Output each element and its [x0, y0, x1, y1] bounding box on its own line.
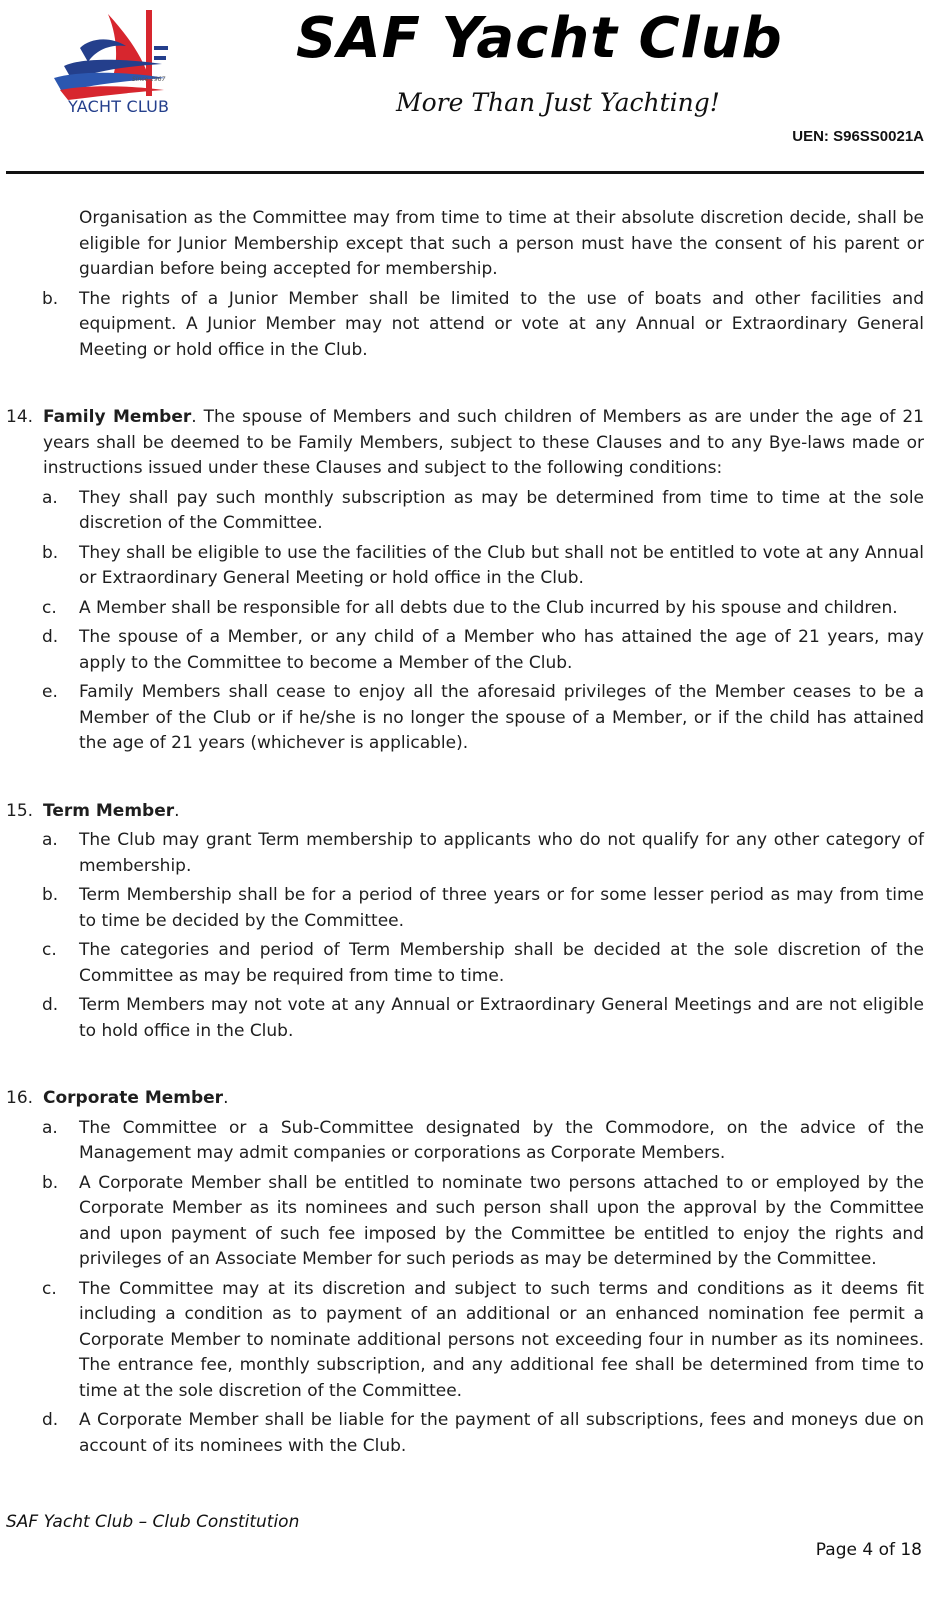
item-text: Term Members may not vote at any Annual or Extraordinary General Meetings and are not eligible to hold office in the Club. — [79, 995, 924, 1041]
item-letter: d. — [42, 627, 59, 647]
list-item — [42, 486, 924, 537]
item-text: The rights of a Junior Member shall be limited to the use of boats and other facilities and equipment. A Junior Member may not attend or vote at any Annual or Extraordinary General Meeting or hold office in the Club. — [79, 288, 924, 360]
list-item — [42, 1171, 924, 1273]
section-title: Term Member — [43, 800, 175, 821]
list-item — [42, 1116, 924, 1167]
logo-text: YACHT CLUB — [68, 97, 170, 116]
item-letter: c. — [42, 1278, 57, 1299]
list-item — [42, 625, 924, 676]
list-item — [42, 680, 924, 757]
list-item — [42, 541, 924, 592]
item-letter: e. — [42, 682, 58, 702]
item-text: A Member shall be responsible for all debts due to the Club incurred by his spouse and children. — [79, 597, 898, 618]
list-item — [42, 596, 924, 622]
section-number: 16. — [6, 1088, 34, 1108]
item-letter: c. — [42, 940, 57, 960]
item-letter: a. — [42, 1117, 58, 1138]
list-item — [42, 828, 924, 879]
item-text: Family Members shall cease to enjoy all the aforesaid privileges of the Member ceases to be a Member of the Club or if he/she is no longer the spouse of a Member, or if the child has attained the age of 21 years (whichever is applicable). — [79, 682, 924, 753]
item-text: The Committee may at its discretion and subject to such terms and conditions as it deems fit including a condition as to payment of an additional or an enhanced nomination fee permit a Corporate Member to nominate additional persons not exceeding four in number as its nominees. The entrance fee, monthly subscription, and any additional fee shall be determined from time to time at the sole discretion of the Committee. — [79, 1278, 924, 1401]
item-letter: d. — [42, 1410, 59, 1430]
item-text: The Committee or a Sub-Committee designated by the Commodore, on the advice of the Management may admit companies or corporations as Corporate Members. — [79, 1117, 924, 1163]
logo-since-text: Since 1967 — [132, 76, 166, 83]
item-text: They shall be eligible to use the facilities of the Club but shall not be entitled to vote at any Annual or Extraordinary General Meeting or hold office in the Club. — [79, 542, 924, 588]
item-text: A Corporate Member shall be liable for the payment of all subscriptions, fees and moneys due on account of its nominees with the Club. — [79, 1410, 924, 1456]
item-letter: b. — [42, 1172, 59, 1193]
item-text: Term Membership shall be for a period of three years or for some lesser period as may from time to time be decided by the Committee. — [79, 885, 924, 931]
header-divider — [6, 171, 924, 174]
section-15 — [6, 799, 924, 825]
section-number: 15. — [6, 800, 34, 821]
page-header — [0, 0, 952, 180]
uen-number: UEN: S96SS0021A — [792, 128, 924, 145]
footer-doc-title: SAF Yacht Club – Club Constitution — [6, 1512, 300, 1532]
item-text: The categories and period of Term Membership shall be decided at the sole discretion of the Committee as may be required from time to time. — [79, 940, 924, 986]
section-title: Corporate Member — [43, 1088, 224, 1108]
section-14 — [6, 405, 924, 482]
section-text: . The spouse of Members and such children of Members as are under the age of 21 years shall be deemed to be Family Members, subject to these Clauses and to any Bye-laws made or instructions issued under these Clauses and subject to the following conditions: — [43, 407, 924, 478]
list-item — [42, 883, 924, 934]
item-letter: a. — [42, 487, 58, 508]
list-item — [42, 938, 924, 989]
item-letter: b. — [42, 542, 59, 563]
list-item — [42, 1277, 924, 1405]
document-body — [0, 206, 952, 1459]
section-text: . — [174, 800, 180, 821]
item-text: They shall pay such monthly subscription as may be determined from time to time at the sole discretion of the Committee. — [79, 487, 924, 533]
page-number: Page 4 of 18 — [815, 1540, 922, 1560]
item-letter: a. — [42, 830, 58, 850]
list-item — [42, 287, 924, 364]
item-text: The Club may grant Term membership to applicants who do not qualify for any other category of membership. — [79, 830, 924, 876]
item-letter: c. — [42, 597, 57, 618]
item-letter: d. — [42, 995, 59, 1015]
list-item — [42, 993, 924, 1044]
section-text: . — [223, 1088, 229, 1108]
item-letter: b. — [42, 288, 59, 309]
list-item — [42, 1408, 924, 1459]
item-text: The spouse of a Member, or any child of a Member who has attained the age of 21 years, may apply to the Committee to become a Member of the Club. — [79, 627, 924, 673]
club-tagline: More Than Just Yachting! — [396, 88, 720, 117]
club-name: SAF Yacht Club — [296, 6, 783, 71]
continued-paragraph: Organisation as the Committee may from time to time at their absolute discretion decide, shall be eligible for Junior Membership except that such a person must have the consent of his parent or guardian before being accepted for membership. — [79, 208, 924, 279]
section-title: Family Member — [43, 407, 192, 427]
section-16 — [6, 1086, 924, 1112]
item-text: A Corporate Member shall be entitled to nominate two persons attached to or employed by the Corporate Member as its nominees and such person shall upon the approval by the Committee and upon payment of such fee imposed by the Committee be entitled to enjoy the rights and privileges of an Associate Member for such periods as may be determined by the Committee. — [79, 1172, 924, 1269]
item-letter: b. — [42, 885, 59, 905]
section-number: 14. — [6, 407, 34, 427]
